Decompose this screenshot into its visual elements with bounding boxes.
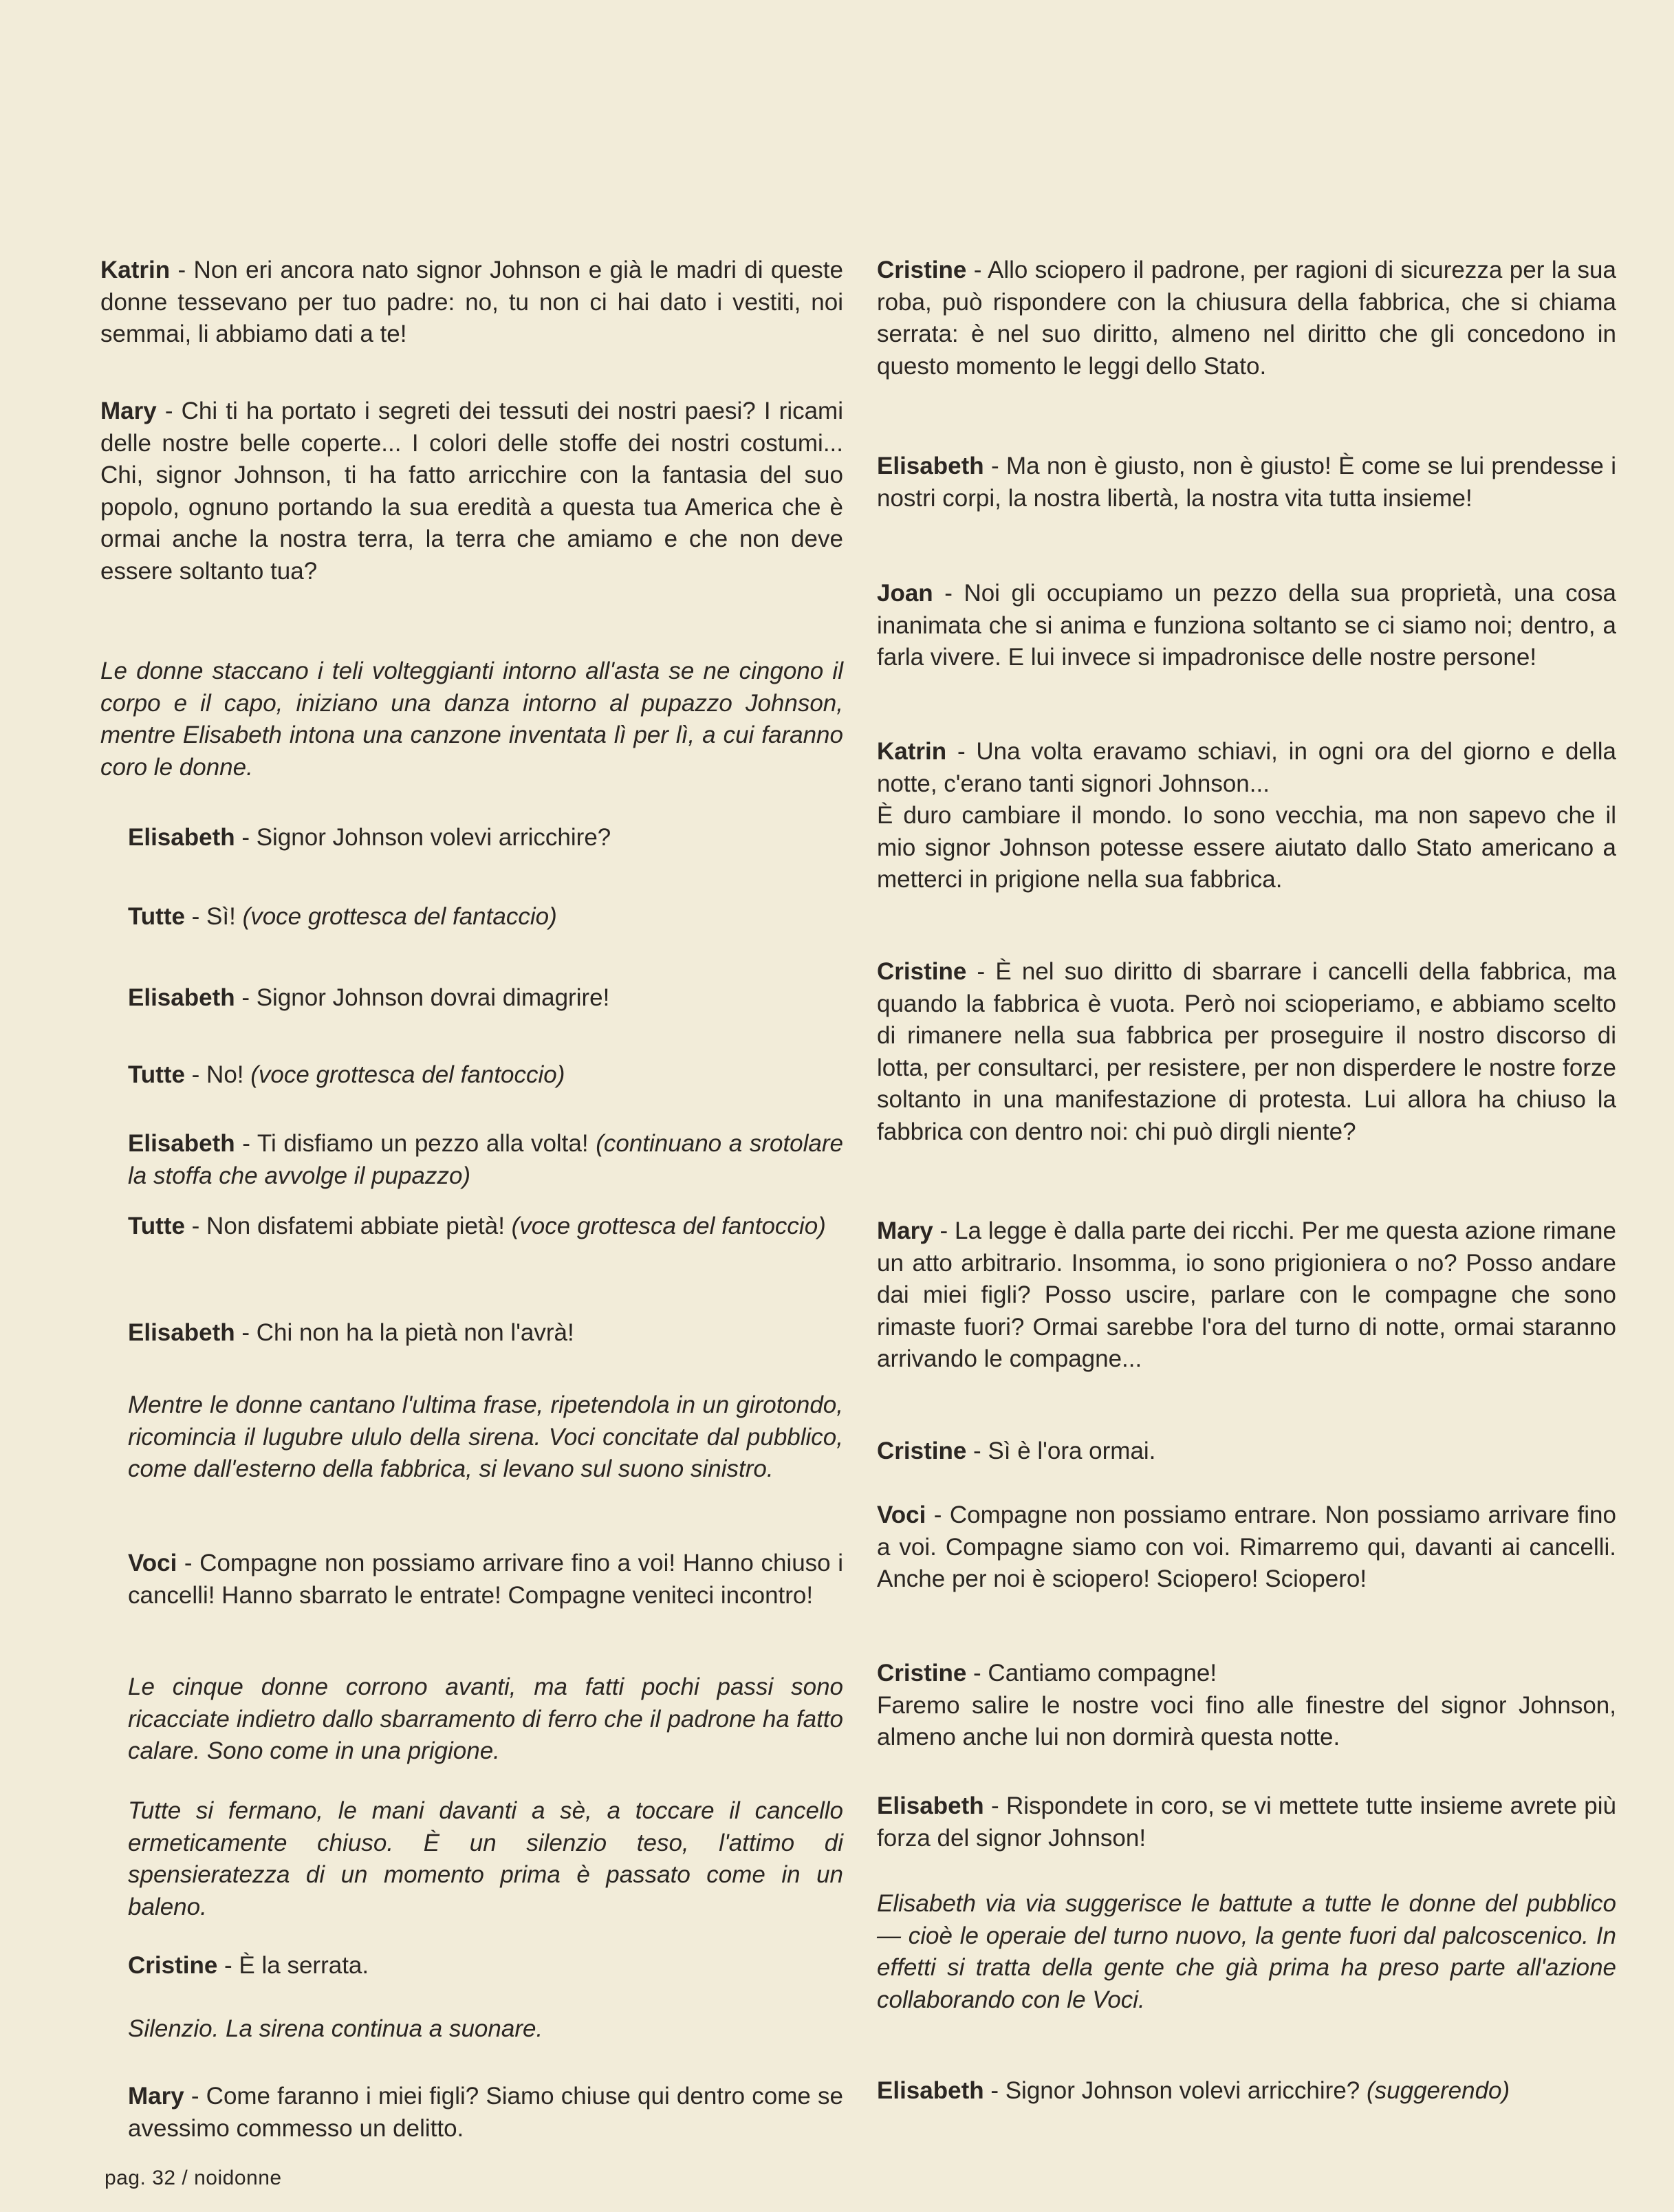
dialogue-tutte: Tutte - Non disfatemi abbiate pietà! (voce grottesca del fantoccio) [128, 1213, 826, 1239]
dialogue-cristine: Cristine - Cantiamo compagne! Faremo salire le nostre voci fino alle finestre del signor Johnson, almeno anche lui non dormirà questa notte. [877, 1660, 1616, 1750]
dialogue-mary: Mary - Chi ti ha portato i segreti dei tessuti dei nostri paesi? I ricami delle nostre belle coperte... I colori delle stoffe dei nostri costumi... Chi, signor Johnson, ti ha fatto arricchire con la fantasia del suo popolo, ognuno portando la sua eredità a questa tua America che è ormai anche la nostra terra, la terra che amiamo e che non deve essere soltanto tua? [100, 398, 843, 585]
dialogue-cristine: Cristine - Sì è l'ora ormai. [877, 1438, 1156, 1464]
dialogue-cristine: Cristine - È la serrata. [128, 1952, 369, 1979]
stage-direction: Le donne staccano i teli volteggianti intorno all'asta se ne cingono il corpo e il capo, iniziano una danza intorno al pupazzo Johnson, mentre Elisabeth intona una canzone inventata lì per lì, a cui faranno coro le donne. [100, 658, 843, 781]
dialogue-elisabeth: Elisabeth - Ti disfiamo un pezzo alla volta! (continuano a srotolare la stoffa che avvolge il pupazzo) [128, 1130, 844, 1189]
dialogue-voci: Voci - Compagne non possiamo arrivare fino a voi! Hanno chiuso i cancelli! Hanno sbarrato le entrate! Compagne veniteci incontro! [128, 1550, 843, 1609]
dialogue-elisabeth: Elisabeth - Signor Johnson volevi arricchire? [128, 824, 611, 851]
stage-direction: Silenzio. La sirena continua a suonare. [128, 2015, 543, 2042]
dialogue-elisabeth: Elisabeth - Signor Johnson volevi arricchire? (suggerendo) [877, 2077, 1510, 2104]
page-footer [105, 2167, 282, 2190]
dialogue-cristine: Cristine - Allo sciopero il padrone, per ragioni di sicurezza per la sua roba, può rispondere con la chiusura della fabbrica, che si chiama serrata: è nel suo diritto, almeno nel diritto che gli concedono in questo momento le leggi dello Stato. [877, 257, 1616, 380]
stage-direction: Elisabeth via via suggerisce le battute a tutte le donne del pubblico — cioè le operaie del turno nuovo, la gente fuori dal palcoscenico. In effetti si tratta della gente che già prima ha preso parte all'azione collaborando con le Voci. [877, 1890, 1616, 2013]
dialogue-cristine: Cristine - È nel suo diritto di sbarrare i cancelli della fabbrica, ma quando la fabbrica è vuota. Però noi scioperiamo, e abbiamo scelto di rimanere nella sua fabbrica per proseguire il nostro discorso di lotta, per consultarci, per resistere, per non disperdere le nostre forze soltanto in una manifestazione di protesta. Lui allora ha chiuso la fabbrica con dentro noi: chi può dirgli niente? [877, 958, 1616, 1145]
page-number: pag. 32 / [105, 2167, 195, 2189]
dialogue-elisabeth: Elisabeth - Signor Johnson dovrai dimagrire! [128, 984, 610, 1011]
dialogue-katrin: Katrin - Non eri ancora nato signor Johnson e già le madri di queste donne tessevano per tuo padre: no, tu non ci hai dato i vestiti, noi semmai, li abbiamo dati a te! [100, 257, 843, 347]
dialogue-mary: Mary - La legge è dalla parte dei ricchi. Per me questa azione rimane un atto arbitrario. Insomma, io sono prigioniera o no? Posso andare dai miei figli? Posso uscire, parlare con le compagne che sono rimaste fuori? Ormai sarebbe l'ora del turno di notte, ormai staranno arrivando le compagne... [877, 1217, 1616, 1372]
dialogue-elisabeth: Elisabeth - Chi non ha la pietà non l'avrà! [128, 1319, 574, 1346]
dialogue-voci: Voci - Compagne non possiamo entrare. Non possiamo arrivare fino a voi. Compagne siamo con voi. Rimarremo qui, davanti ai cancelli. Anche per noi è sciopero! Sciopero! Sciopero! [877, 1501, 1616, 1592]
stage-direction: Mentre le donne cantano l'ultima frase, ripetendola in un girotondo, ricomincia il lugubre ululo della sirena. Voci concitate dal pubblico, come dall'esterno della fabbrica, si levano sul suono sinistro. [128, 1391, 843, 1482]
dialogue-joan: Joan - Noi gli occupiamo un pezzo della sua proprietà, una cosa inanimata che si anima e funziona soltanto se ci siamo noi; dentro, a farla vivere. E lui invece si impadronisce delle nostre persone! [877, 580, 1616, 671]
dialogue-elisabeth: Elisabeth - Ma non è giusto, non è giusto! È come se lui prendesse i nostri corpi, la nostra libertà, la nostra vita tutta insieme! [877, 453, 1616, 512]
stage-direction: Tutte si fermano, le mani davanti a sè, a toccare il cancello ermeticamente chiuso. È un silenzio teso, l'attimo di spensieratezza di un momento prima è passato come in un baleno. [128, 1797, 843, 1920]
dialogue-mary: Mary - Come faranno i miei figli? Siamo chiuse qui dentro come se avessimo commesso un delitto. [128, 2083, 843, 2142]
magazine-name: noidonne [194, 2167, 282, 2189]
stage-direction: Le cinque donne corrono avanti, ma fatti pochi passi sono ricacciate indietro dallo sbarramento di ferro che il padrone ha fatto calare. Sono come in una prigione. [128, 1673, 843, 1764]
dialogue-elisabeth: Elisabeth - Rispondete in coro, se vi mettete tutte insieme avrete più forza del signor Johnson! [877, 1792, 1616, 1852]
dialogue-tutte: Tutte - Sì! (voce grottesca del fantaccio) [128, 903, 557, 930]
dialogue-katrin: Katrin - Una volta eravamo schiavi, in ogni ora del giorno e della notte, c'erano tanti signori Johnson... È duro cambiare il mondo. Io sono vecchia, ma non sapevo che il mio signor Johnson potesse essere aiutato dallo Stato americano a metterci in prigione nella sua fabbrica. [877, 738, 1616, 893]
dialogue-tutte: Tutte - No! (voce grottesca del fantoccio) [128, 1061, 565, 1088]
